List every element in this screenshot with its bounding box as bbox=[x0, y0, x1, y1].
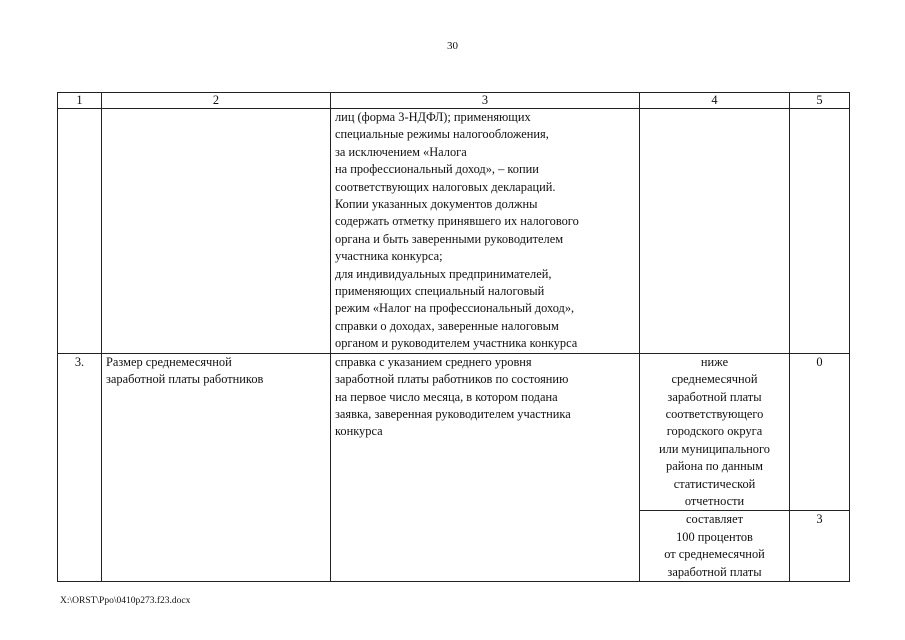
text-line: Копии указанных документов должны bbox=[335, 197, 538, 212]
text-line: органом и руководителем участника конкурса bbox=[335, 336, 578, 351]
text-line: составляет bbox=[685, 512, 744, 527]
column-header: 3 bbox=[331, 93, 640, 109]
score-cell bbox=[790, 109, 850, 354]
text-line: справка с указанием среднего уровня bbox=[335, 354, 532, 369]
column-header: 5 bbox=[790, 93, 850, 109]
text-line: для индивидуальных предпринимателей, bbox=[335, 266, 552, 281]
footer-file-path: X:\ORST\Ppo\0410p273.f23.docx bbox=[60, 596, 191, 606]
page-number: 30 bbox=[447, 40, 458, 52]
text-line: конкурса bbox=[335, 424, 383, 439]
text-line: справки о доходах, заверенные налоговым bbox=[335, 318, 559, 333]
text-line: заработной платы работников bbox=[106, 372, 264, 387]
text-line: среднемесячной bbox=[671, 372, 758, 387]
text-line: лиц (форма 3-НДФЛ); применяющих bbox=[335, 110, 531, 124]
value-cell bbox=[640, 353, 790, 511]
value-cell bbox=[640, 109, 790, 354]
table-row bbox=[58, 353, 850, 511]
text-line: статистической bbox=[673, 476, 756, 491]
column-header: 1 bbox=[58, 93, 102, 109]
text-line: соответствующих налоговых деклараций. bbox=[335, 179, 556, 194]
text-line: заработной платы bbox=[667, 564, 762, 579]
column-header: 2 bbox=[102, 93, 331, 109]
text-line: за исключением «Налога bbox=[335, 144, 467, 159]
text-line: специальные режимы налогообложения, bbox=[335, 127, 549, 142]
text-line: участника конкурса; bbox=[335, 249, 443, 264]
score-cell: 0 bbox=[790, 353, 850, 511]
text-line: содержать отметку принявшего их налогового bbox=[335, 214, 579, 229]
table-header-row bbox=[58, 93, 850, 109]
number-cell bbox=[58, 109, 102, 354]
text-line: ниже bbox=[700, 354, 729, 369]
text-line: соответствующего bbox=[665, 406, 764, 421]
text-line: органа и быть заверенными руководителем bbox=[335, 231, 564, 246]
criterion-cell bbox=[102, 109, 331, 354]
text-line: или муниципального bbox=[659, 441, 770, 456]
text-line: на первое число месяца, в котором подана bbox=[335, 389, 558, 404]
text-line: режим «Налог на профессиональный доход», bbox=[335, 301, 575, 316]
text-line: 100 процентов bbox=[676, 529, 753, 544]
text-line: от среднемесячной bbox=[664, 547, 765, 562]
table-row bbox=[58, 109, 850, 354]
text-line: заработной платы bbox=[667, 389, 762, 404]
text-line: района по данным bbox=[666, 459, 763, 474]
text-line: заработной платы работников по состоянию bbox=[335, 372, 569, 387]
number-cell: 3. bbox=[58, 353, 102, 581]
criterion-cell bbox=[102, 353, 331, 581]
text-line: заявка, заверенная руководителем участника bbox=[335, 406, 571, 421]
text-line: Размер среднемесячной bbox=[106, 354, 232, 369]
text-line: городского округа bbox=[666, 424, 763, 439]
documents-cell bbox=[331, 109, 640, 354]
score-cell: 3 bbox=[790, 511, 850, 582]
documents-cell bbox=[331, 353, 640, 581]
text-line: на профессиональный доход», – копии bbox=[335, 162, 539, 177]
value-cell bbox=[640, 511, 790, 582]
criteria-table bbox=[57, 92, 850, 582]
text-line: отчетности bbox=[684, 493, 745, 508]
column-header: 4 bbox=[640, 93, 790, 109]
text-line: применяющих специальный налоговый bbox=[335, 284, 545, 299]
